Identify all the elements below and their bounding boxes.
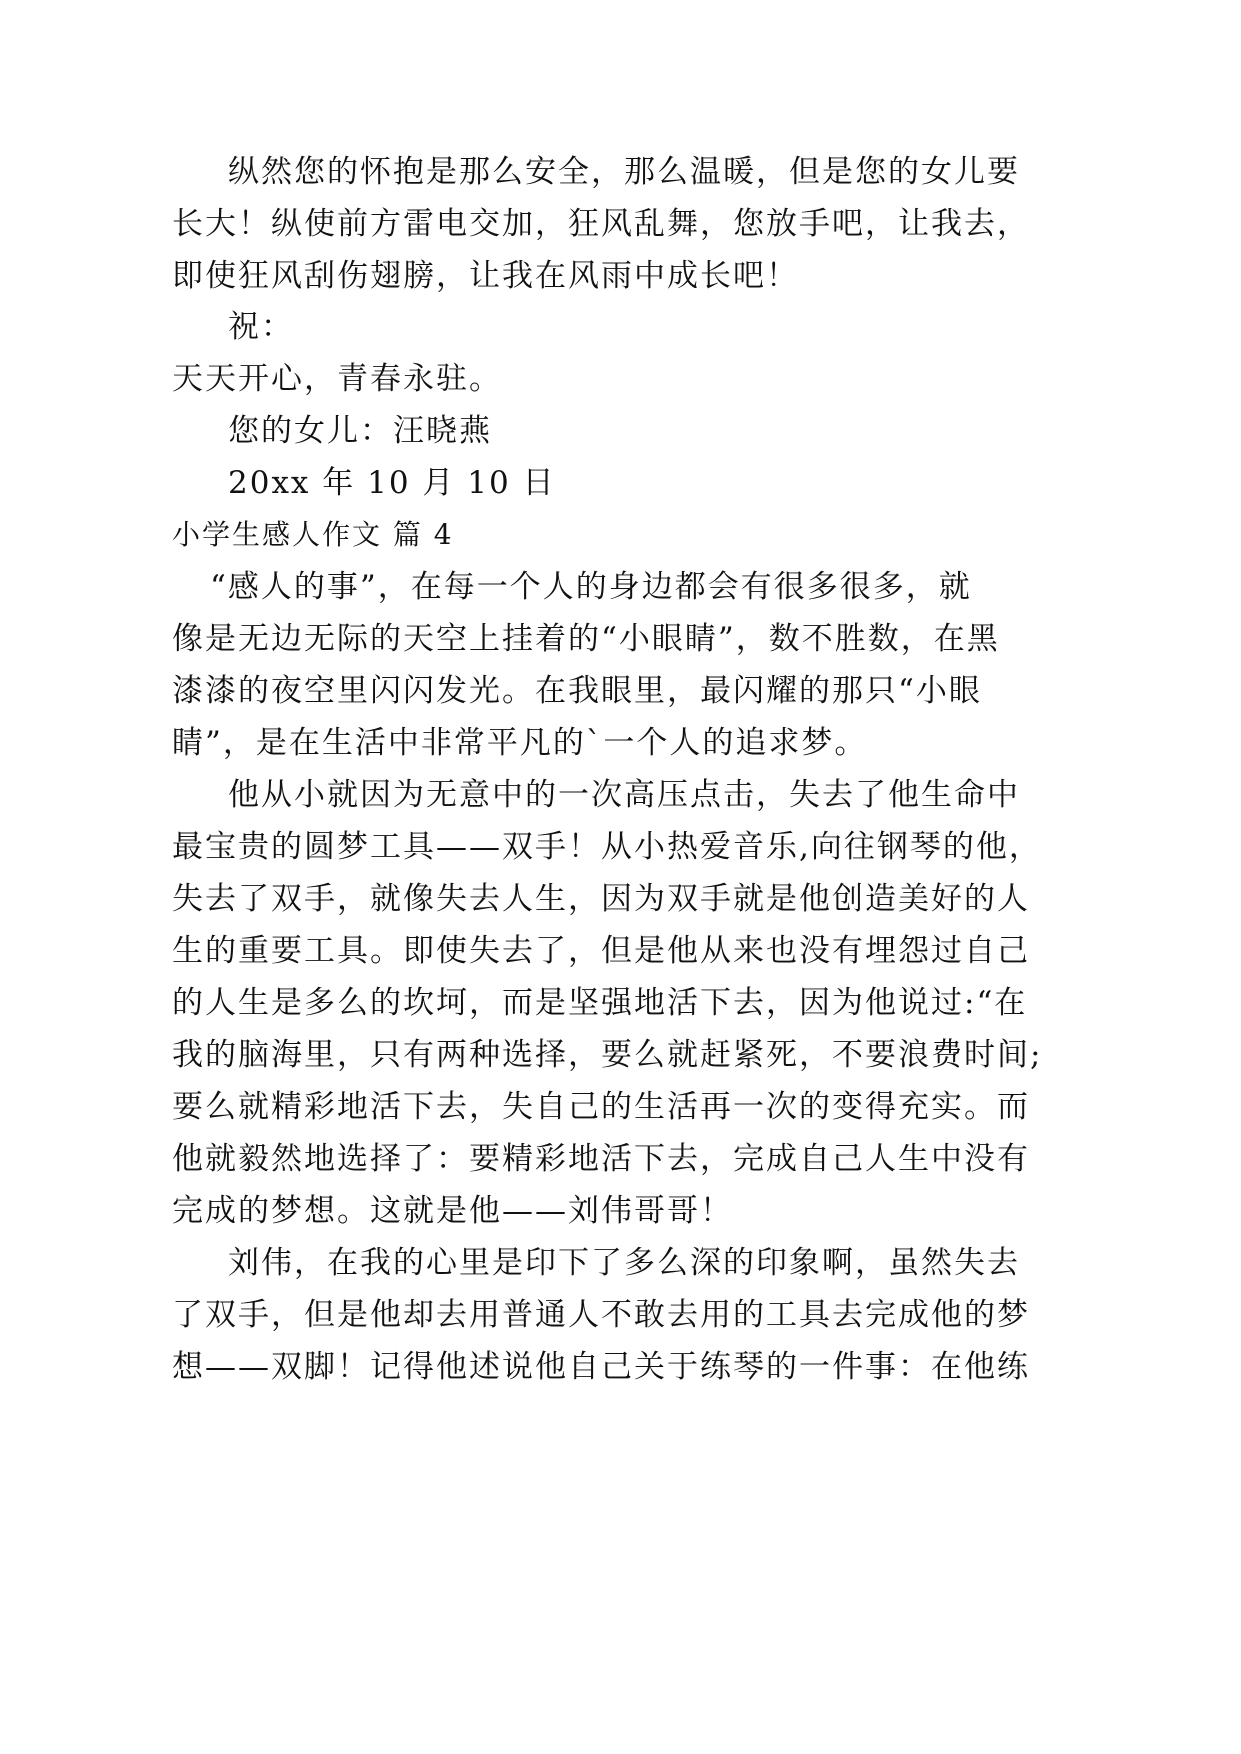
paragraph-line: 他就毅然地选择了：要精彩地活下去，完成自己人生中没有 (172, 1141, 1030, 1177)
paragraph-line: 长大！纵使前方雷电交加，狂风乱舞，您放手吧，让我去， (172, 206, 1030, 242)
paragraph-line: 睛”，是在生活中非常平凡的`一个人的追求梦。 (172, 725, 868, 761)
paragraph-line: 我的脑海里，只有两种选择，要么就赶紧死，不要浪费时间; (172, 1037, 1043, 1073)
paragraph-line: 即使狂风刮伤翅膀，让我在风雨中成长吧！ (172, 258, 799, 294)
paragraph-line: 想——双脚！记得他述说他自己关于练琴的一件事：在他练 (172, 1349, 1030, 1385)
paragraph-line: 的人生是多么的坎坷，而是坚强地活下去，因为他说过:“在 (172, 985, 1028, 1021)
letter-greeting: 祝： (228, 309, 294, 345)
paragraph-line: 像是无边无际的天空上挂着的“小眼睛”，数不胜数，在黑 (172, 621, 1000, 657)
paragraph-line: 最宝贵的圆梦工具——双手！从小热爱音乐,向往钢琴的他， (172, 829, 1042, 865)
paragraph-line: 漆漆的夜空里闪闪发光。在我眼里，最闪耀的那只“小眼 (172, 673, 982, 709)
paragraph-line: 完成的梦想。这就是他——刘伟哥哥！ (172, 1193, 733, 1229)
letter-wish: 天天开心，青春永驻。 (172, 361, 502, 397)
section-heading: 小学生感人作文 篇 4 (172, 518, 454, 551)
paragraph-line: 纵然您的怀抱是那么安全，那么温暖，但是您的女儿要 (228, 154, 1020, 190)
paragraph-line: 刘伟，在我的心里是印下了多么深的印象啊，虽然失去 (228, 1245, 1020, 1281)
paragraph-line: 他从小就因为无意中的一次高压点击，失去了他生命中 (228, 777, 1020, 813)
paragraph-line: 失去了双手，就像失去人生，因为双手就是他创造美好的人 (172, 881, 1030, 917)
letter-date: 20xx 年 10 月 10 日 (228, 465, 556, 501)
paragraph-line: 要么就精彩地活下去，失自己的生活再一次的变得充实。而 (172, 1089, 1030, 1125)
letter-signature: 您的女儿：汪晓燕 (228, 413, 492, 449)
paragraph-line: 生的重要工具。即使失去了，但是他从来也没有埋怨过自己 (172, 933, 1030, 969)
paragraph-line: 了双手，但是他却去用普通人不敢去用的工具去完成他的梦 (172, 1297, 1030, 1333)
paragraph-line: “感人的事”，在每一个人的身边都会有很多很多，就 (210, 569, 972, 605)
